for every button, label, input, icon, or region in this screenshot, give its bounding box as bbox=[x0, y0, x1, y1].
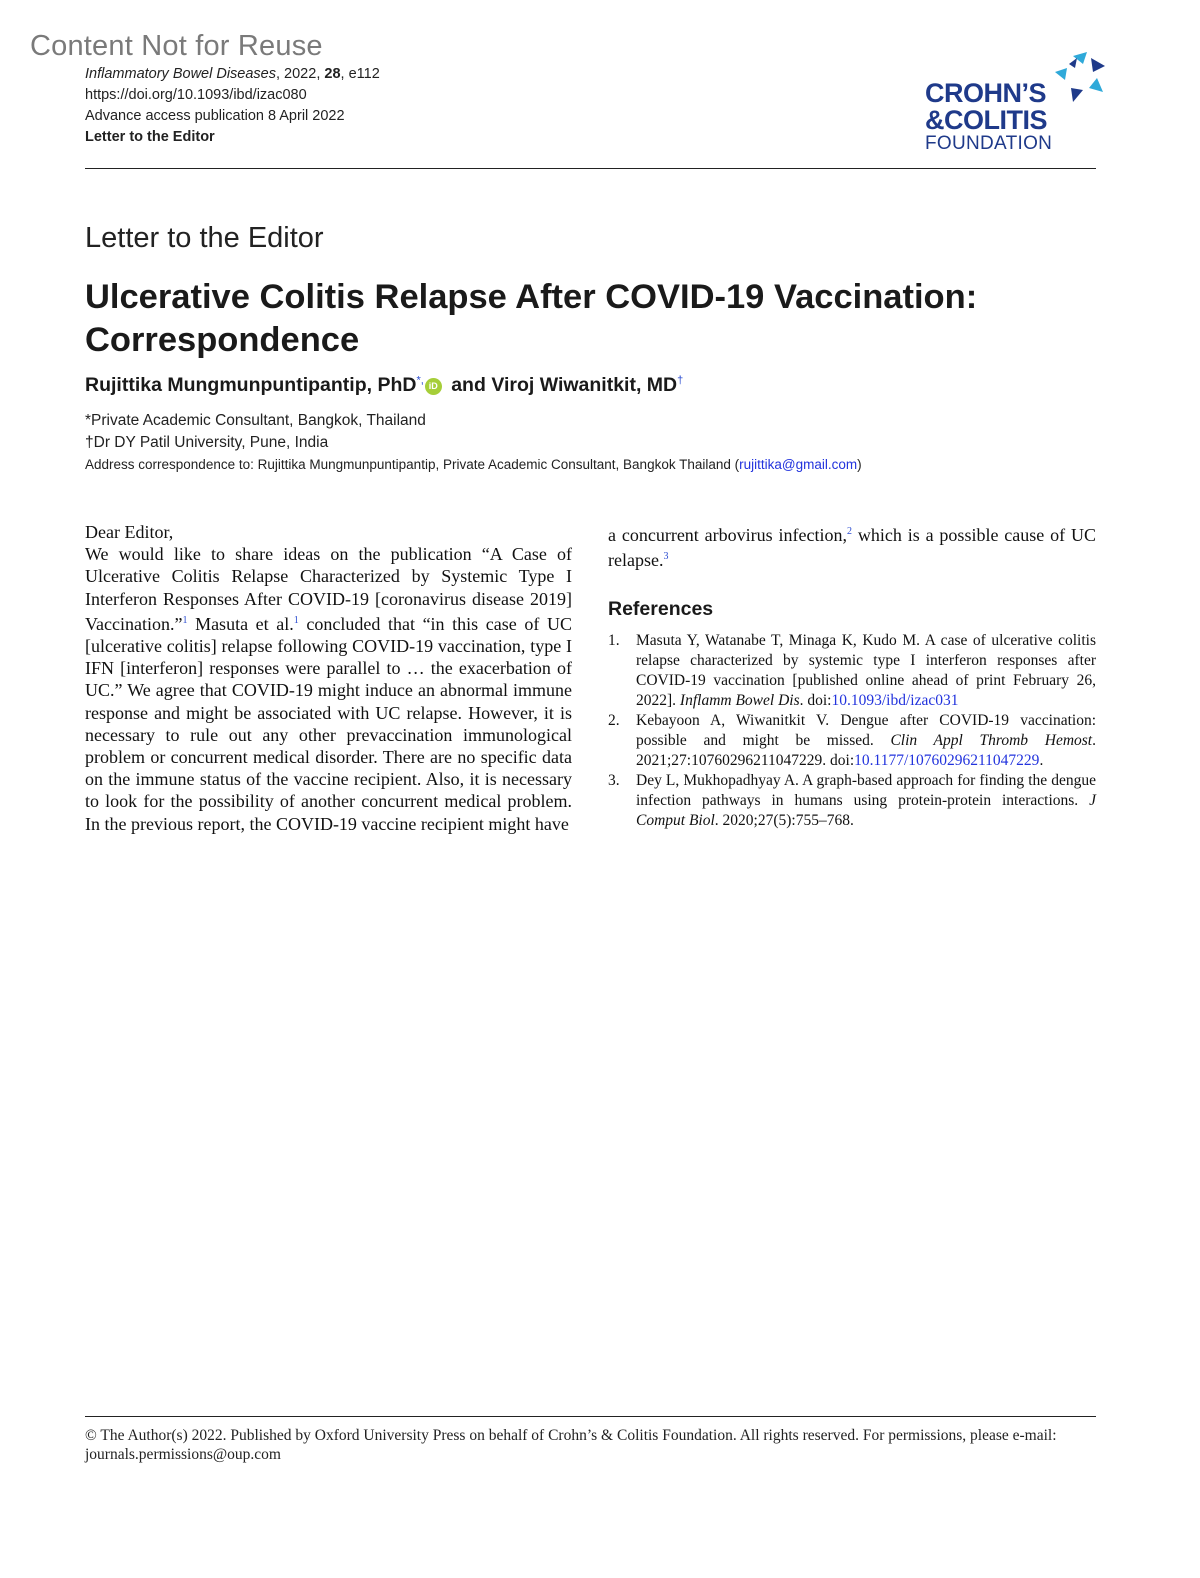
logo-text bbox=[925, 80, 1052, 154]
correspondence-close: ) bbox=[857, 457, 862, 472]
article-title bbox=[85, 276, 1085, 362]
author-join: and bbox=[445, 374, 492, 396]
author-2: Viroj Wiwanitkit, MD bbox=[491, 374, 678, 396]
footer-rule bbox=[85, 1416, 1096, 1417]
page-number: , e112 bbox=[340, 66, 380, 82]
doi-link[interactable]: https://doi.org/10.1093/ibd/izac080 bbox=[85, 87, 307, 103]
year: , 2022, bbox=[276, 66, 325, 82]
reference-journal: Inflamm Bowel Dis bbox=[679, 692, 800, 709]
reference-item bbox=[608, 711, 1096, 771]
journal-citation bbox=[85, 64, 380, 85]
reference-number: 1. bbox=[608, 632, 620, 649]
body-text-part-4: which is a possible cause of UC relapse. bbox=[608, 525, 1096, 571]
logo-line-3: FOUNDATION bbox=[925, 133, 1053, 154]
citation-1[interactable]: 1 bbox=[182, 614, 188, 626]
reference-text: Dey L, Mukhopadhyay A. A graph-based approach for finding the dengue infection pathways in humans using protein-protein interactions. bbox=[636, 772, 1096, 809]
reference-item bbox=[608, 631, 1096, 711]
body-text-continued: a concurrent arbovirus infection, bbox=[608, 525, 847, 545]
correspondence-email-link[interactable]: rujittika@gmail.com bbox=[739, 457, 858, 472]
salutation: Dear Editor, bbox=[85, 522, 174, 542]
author-list bbox=[85, 374, 683, 397]
author-1-marks: *, bbox=[416, 374, 424, 387]
section-label: Letter to the Editor bbox=[85, 129, 215, 145]
article-type: Letter to the Editor bbox=[85, 222, 324, 254]
reference-details: . doi: bbox=[799, 692, 832, 709]
reference-journal: J Comput Biol bbox=[636, 792, 1096, 829]
affiliation-1: *Private Academic Consultant, Bangkok, Thailand bbox=[85, 412, 426, 429]
reference-number: 3. bbox=[608, 772, 620, 789]
title-line-2: Correspondence bbox=[85, 321, 360, 359]
body-paragraph-continued bbox=[608, 521, 1096, 571]
reference-journal: Clin Appl Thromb Hemost bbox=[890, 732, 1093, 749]
volume: 28 bbox=[324, 66, 341, 82]
copyright-footer: © The Author(s) 2022. Published by Oxford University Press on behalf of Crohn’s & Colitis Foundation. All rights reserved. For permissions, please e-mail: journals.permissions@oup.com bbox=[85, 1427, 1057, 1463]
journal-header bbox=[85, 64, 380, 148]
crohns-colitis-logo bbox=[925, 50, 1115, 160]
reference-text: Kebayoon A, Wiwanitkit V. Dengue after COVID-19 vaccination: possible and might be missed. bbox=[636, 712, 1096, 749]
reference-doi-link[interactable]: 10.1093/ibd/izac031 bbox=[831, 692, 959, 709]
reference-doi-link[interactable]: 10.1177/10760296211047229 bbox=[854, 752, 1040, 769]
author-1: Rujittika Mungmunpuntipantip, PhD bbox=[85, 374, 417, 396]
body-column-right bbox=[608, 521, 1096, 571]
journal-name: Inflammatory Bowel Diseases bbox=[85, 66, 276, 82]
references-heading: References bbox=[608, 598, 714, 620]
citation-2[interactable]: 2 bbox=[847, 526, 852, 537]
body-column-left bbox=[85, 521, 572, 835]
citation-1b[interactable]: 1 bbox=[293, 614, 299, 626]
logo-star-icon bbox=[1053, 50, 1109, 106]
reference-details: . 2021;27:10760296211047229. doi: bbox=[636, 732, 1096, 769]
body-text-part-2: Masuta et al. bbox=[187, 613, 294, 634]
logo-line-1: CROHN’S bbox=[925, 78, 1047, 108]
affiliations bbox=[85, 410, 426, 454]
reference-details: . 2020;27(5):755–768. bbox=[714, 812, 854, 829]
access-date: Advance access publication 8 April 2022 bbox=[85, 108, 345, 124]
reference-list bbox=[608, 631, 1096, 831]
correspondence-text: Address correspondence to: Rujittika Mungmunpuntipantip, Private Academic Consultant, Bangkok Thailand ( bbox=[85, 457, 740, 472]
body-text-part-3: concluded that “in this case of UC [ulcerative colitis] relapse following COVID-19 vaccination, type I IFN [interferon] responses were parallel to … the exacerbation of UC.” We agree that COVID-19 might induce an abnormal immune response and might be associated with UC relapse. However, it is necessary to rule out any other prevaccination immunological problem or concurrent medical disorder. There are no specific data on the immune status of the vaccine recipient. Also, it is necessary to look for the possibility of another concurrent medical problem. In the previous report, the COVID-19 vaccine recipient might have bbox=[85, 613, 572, 834]
logo-line-2: &COLITIS bbox=[925, 105, 1047, 135]
author-2-mark: † bbox=[677, 374, 684, 387]
reference-number: 2. bbox=[608, 712, 620, 729]
orcid-icon[interactable]: iD bbox=[425, 378, 442, 395]
reference-end: . bbox=[1039, 752, 1044, 769]
reference-text: Masuta Y, Watanabe T, Minaga K, Kudo M. A case of ulcerative colitis relapse characterized by systemic type I interferon responses after COVID-19 vaccination [published online ahead of print February 26, 2022]. bbox=[636, 632, 1096, 709]
header-rule bbox=[85, 168, 1096, 169]
body-text-part-1: We would like to share ideas on the publication “A Case of Ulcerative Colitis Relapse Characterized by Systemic Type I Interferon Responses After COVID-19 [coronavirus disease 2019] Vaccination.” bbox=[85, 544, 572, 634]
affiliation-2: †Dr DY Patil University, Pune, India bbox=[85, 434, 329, 451]
body-paragraph bbox=[85, 543, 572, 835]
watermark: Content Not for Reuse bbox=[30, 30, 323, 62]
citation-3[interactable]: 3 bbox=[663, 551, 669, 563]
reference-item bbox=[608, 771, 1096, 831]
correspondence-address bbox=[85, 457, 862, 472]
title-line-1: Ulcerative Colitis Relapse After COVID-19 Vaccination: bbox=[85, 278, 978, 316]
